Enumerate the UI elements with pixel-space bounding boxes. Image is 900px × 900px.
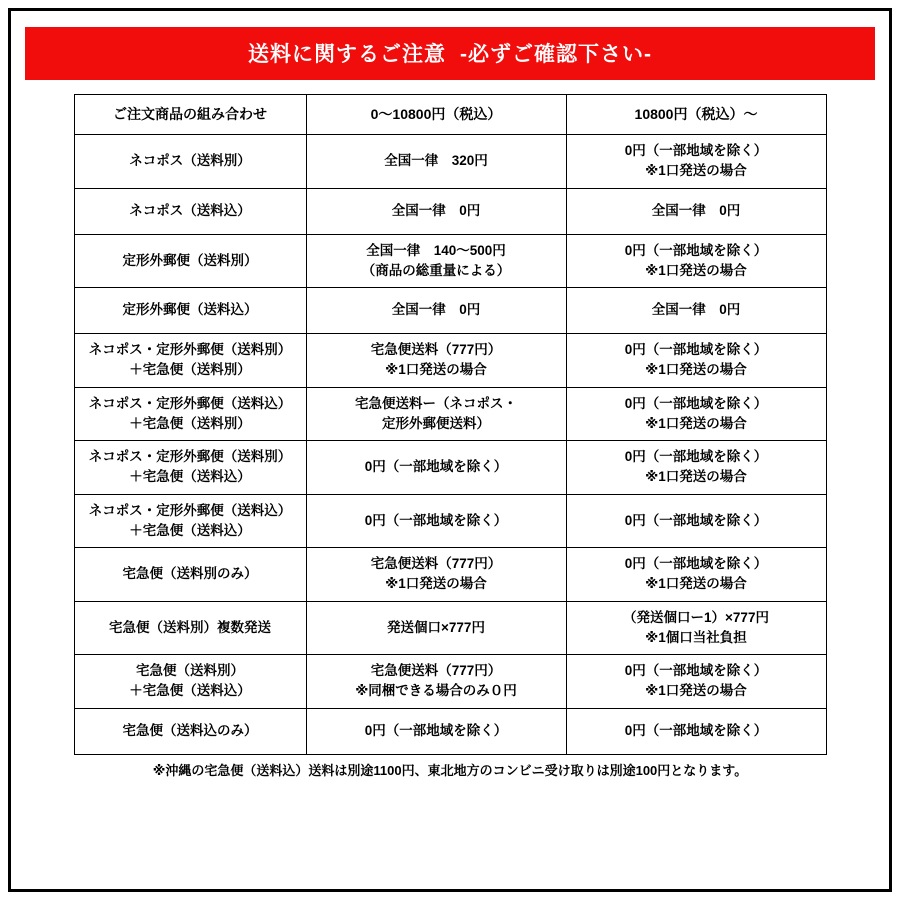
row-high-value: 0円（一部地域を除く） [566, 708, 826, 754]
table-body [74, 95, 826, 755]
row-mid-value: 宅急便送料（777円） ※1口発送の場合 [306, 334, 566, 388]
row-mid-value: 0円（一部地域を除く） [306, 708, 566, 754]
banner [25, 27, 875, 80]
row-label: 宅急便（送料別）複数発送 [74, 601, 306, 655]
table-row [74, 548, 826, 602]
row-mid-value: 全国一律 0円 [306, 188, 566, 234]
table-row [74, 135, 826, 189]
row-high-value: 全国一律 0円 [566, 288, 826, 334]
row-label: ネコポス・定形外郵便（送料込） ＋宅急便（送料込） [74, 494, 306, 548]
row-label: ネコポス（送料込） [74, 188, 306, 234]
row-label: 定形外郵便（送料別） [74, 234, 306, 288]
row-label: 宅急便（送料込のみ） [74, 708, 306, 754]
table-row [74, 655, 826, 709]
row-high-value: 0円（一部地域を除く） ※1口発送の場合 [566, 387, 826, 441]
row-mid-value: 全国一律 0円 [306, 288, 566, 334]
banner-subtitle: -必ずご確認下さい- [460, 43, 652, 66]
row-label: ネコポス・定形外郵便（送料別） ＋宅急便（送料込） [74, 441, 306, 495]
row-label: 宅急便（送料別） ＋宅急便（送料込） [74, 655, 306, 709]
row-high-value: （発送個口ー1）×777円 ※1個口当社負担 [566, 601, 826, 655]
row-mid-value: 発送個口×777円 [306, 601, 566, 655]
table-row [74, 494, 826, 548]
footnote: ※沖縄の宅急便（送料込）送料は別途1100円、東北地方のコンビニ受け取りは別途100円となります。 [152, 762, 748, 778]
row-label: ネコポス・定形外郵便（送料込） ＋宅急便（送料別） [74, 387, 306, 441]
row-label: 定形外郵便（送料込） [74, 288, 306, 334]
table-row [74, 334, 826, 388]
row-label: ネコポス・定形外郵便（送料別） ＋宅急便（送料別） [74, 334, 306, 388]
row-mid-value: 宅急便送料（777円） ※同梱できる場合のみ０円 [306, 655, 566, 709]
row-high-value: 0円（一部地域を除く） ※1口発送の場合 [566, 441, 826, 495]
banner-title: 送料に関するご注意 [248, 43, 446, 66]
shipping-rate-table [74, 94, 827, 755]
column-header-over-10800: 10800円（税込）〜 [566, 95, 826, 135]
table-row [74, 708, 826, 754]
row-mid-value: 0円（一部地域を除く） [306, 494, 566, 548]
row-high-value: 0円（一部地域を除く） ※1口発送の場合 [566, 135, 826, 189]
row-high-value: 0円（一部地域を除く） ※1口発送の場合 [566, 334, 826, 388]
column-header-combination: ご注文商品の組み合わせ [74, 95, 306, 135]
row-mid-value: 全国一律 140〜500円 （商品の総重量による） [306, 234, 566, 288]
row-mid-value: 全国一律 320円 [306, 135, 566, 189]
notice-frame [8, 8, 892, 892]
row-label: 宅急便（送料別のみ） [74, 548, 306, 602]
table-row [74, 441, 826, 495]
row-high-value: 0円（一部地域を除く） ※1口発送の場合 [566, 655, 826, 709]
row-high-value: 全国一律 0円 [566, 188, 826, 234]
row-mid-value: 宅急便送料ー（ネコポス・ 定形外郵便送料） [306, 387, 566, 441]
row-high-value: 0円（一部地域を除く） ※1口発送の場合 [566, 548, 826, 602]
table-row [74, 234, 826, 288]
row-mid-value: 0円（一部地域を除く） [306, 441, 566, 495]
column-header-under-10800: 0〜10800円（税込） [306, 95, 566, 135]
table-row [74, 387, 826, 441]
row-high-value: 0円（一部地域を除く） [566, 494, 826, 548]
table-row [74, 188, 826, 234]
table-row [74, 601, 826, 655]
row-label: ネコポス（送料別） [74, 135, 306, 189]
row-mid-value: 宅急便送料（777円） ※1口発送の場合 [306, 548, 566, 602]
row-high-value: 0円（一部地域を除く） ※1口発送の場合 [566, 234, 826, 288]
table-row [74, 288, 826, 334]
table-header-row [74, 95, 826, 135]
